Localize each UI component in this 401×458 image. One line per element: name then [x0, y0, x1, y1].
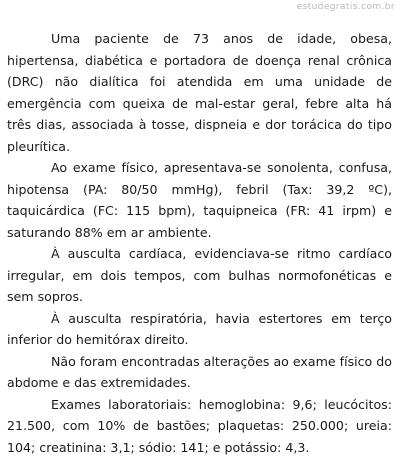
watermark: estudegratis.com.br: [297, 2, 395, 12]
clinical-case-text: [7, 28, 392, 458]
paragraph-abdomen-extremities: Não foram encontradas alterações ao exame físico do abdome e das extremidades.: [7, 351, 392, 394]
paragraph-patient-history: Uma paciente de 73 anos de idade, obesa, hipertensa, diabética e portadora de doença renal crônica (DRC) não dialítica foi atendida em uma unidade de emergência com queixa de mal-estar geral, febre alta há três dias, associada à tosse, dispneia e dor torácica do tipo pleurítica.: [7, 28, 392, 157]
paragraph-lab-exams: Exames laboratoriais: hemoglobina: 9,6; leucócitos: 21.500, com 10% de bastões; plaquetas: 250.000; ureia: 104; creatinina: 3,1; sódio: 141; e potássio: 4,3.: [7, 394, 392, 458]
paragraph-cardiac-auscultation: À ausculta cardíaca, evidenciava-se ritmo cardíaco irregular, em dois tempos, com bulhas normofonéticas e sem sopros.: [7, 243, 392, 308]
paragraph-respiratory-auscultation: À ausculta respiratória, havia estertores em terço inferior do hemitórax direito.: [7, 308, 392, 351]
paragraph-physical-exam: Ao exame físico, apresentava-se sonolenta, confusa, hipotensa (PA: 80/50 mmHg), febril (Tax: 39,2 ºC), taquicárdica (FC: 115 bpm), taquipneica (FR: 41 irpm) e saturando 88% em ar ambiente.: [7, 157, 392, 243]
